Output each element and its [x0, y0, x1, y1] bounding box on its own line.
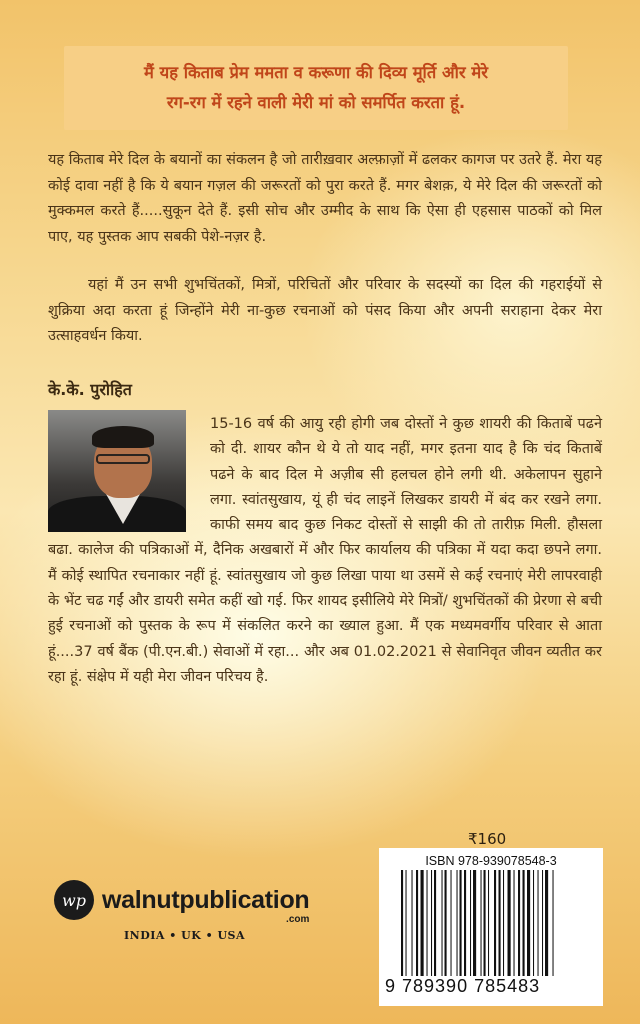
intro-paragraph-1: यह किताब मेरे दिल के बयानों का संकलन है जो तारीख़वार अल्फ़ाज़ों में ढलकर कागज पर उतरे हैं. मेरा यह कोई दावा नहीं है कि ये बयान गज़ल की जरूरतों को पुरा करते हैं. मगर बेशक़, ये मेरे दिल की जरूरतों को मुक्कमल करते हैं.....सुकून देते हैं. इसी सोच और उम्मीद के साथ कि ऐसा ही एहसास पाठकों को मिल पाए, यह पुस्तक आप सबकी पेशे-नज़र है.	[48, 152, 602, 245]
dedication-line-2: रग-रग में रहने वाली मेरी मां को समर्पित करता हूं.	[166, 93, 466, 112]
barcode-digits: 9 789390 785483	[385, 976, 599, 997]
dedication-box	[64, 46, 568, 130]
dedication-line-1: मैं यह किताब प्रेम ममता व करूणा की दिव्य मूर्ति और मेरे	[144, 63, 488, 82]
barcode-bars	[401, 870, 591, 990]
price-label: ₹160	[468, 830, 507, 848]
intro-paragraph-2: यहां मैं उन सभी शुभचिंतकों, मित्रों, परिचितों और परिवार के सदस्यों का दिल की गहराईयों से शुक्रिया अदा करता हूं जिन्होंने मेरी ना-कुछ रचनाओं को पंसद किया और अपनी सराहाना देकर मेरा उत्साहवर्धन किया.	[48, 277, 602, 344]
publisher-logo	[54, 880, 310, 925]
publisher-regions: INDIA • UK • USA	[124, 929, 246, 942]
dedication-text	[144, 58, 488, 118]
isbn-text: ISBN 978-939078548-3	[425, 854, 557, 868]
publisher-domain: .com	[286, 913, 310, 925]
publisher-name: walnutpublication	[102, 885, 310, 914]
publisher-logo-mark: wp	[54, 880, 94, 920]
author-name: के.के. पुरोहित	[48, 380, 132, 399]
author-bio-text: 15-16 वर्ष की आयु रही होगी जब दोस्तों ने कुछ शायरी की किताबें पढने को दी. शायर कौन थे ये तो याद नहीं, मगर इतना याद है कि चंद किताबें पढने के बाद दिल मे अज़ीब सी हलचल होने लगी थी. अकेलापन सुहाने लगा. स्वांतसुखाय, यूं ही चंद लाइनें लिखकर डायरी में बंद कर रखने लगा. काफी समय बाद कुछ निकट दोस्तों से साझी की तो तारीफ़ मिली. हौसला बढा. कालेज की पत्रिकाओं में, दैनिक अखबारों में और फिर कार्यालय की पत्रिका में यदा कदा छपने लगा. मैं कोई स्थापित रचनाकार नहीं हूं. स्वांतसुखाय जो कुछ लिखा पाया था उसमें से कई रचनाएं मेरी लापरवाही के भेंट चढ गईं और डायरी समेत कहीं खो गई. फिर शायद इसीलिये मेरे मित्रों/ शुभचिंतकों की प्रेरणा से बची हुई रचनाओं को पुस्तक के रूप में संकलित करने का ख्याल हुआ. मैं एक मध्यमवर्गीय परिवार से आता हूं....37 वर्ष बैंक (पी.एन.बी.) सेवाओं में रहा... और अब 01.02.2021 से सेवानिवृत जीवन व्यतीत कर रहा हूं. संक्षेप में यही मेरा जीवन परिचय है.	[48, 416, 602, 685]
author-bio	[48, 412, 602, 690]
isbn-barcode	[379, 848, 603, 1006]
